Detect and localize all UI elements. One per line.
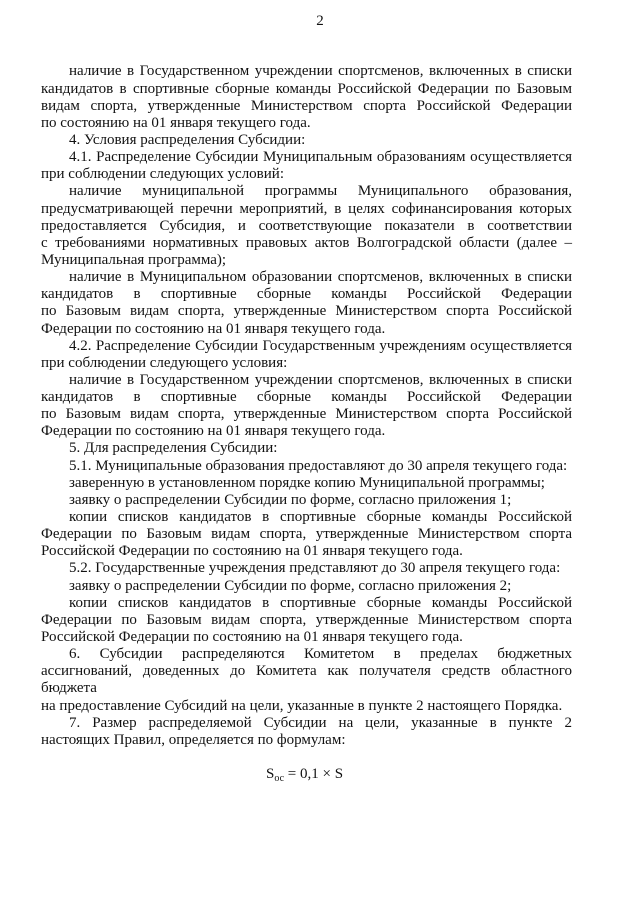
formula-lhs-subscript: ос xyxy=(274,773,285,784)
formula-rhs: = 0,1 × S xyxy=(287,766,344,782)
text-line: 7. Размер распределяемой Субсидии на цели, указанные в пункте 2 xyxy=(69,714,572,731)
text-line: заявку о распределении Субсидии по форме, согласно приложения 2; xyxy=(69,577,512,594)
text-line: Федерации по Базовым видам спорта, утвержденные Министерством спорта xyxy=(41,611,572,628)
text-line: кандидатов в спортивные сборные команды Российской Федерации xyxy=(41,389,572,406)
page-number: 2 xyxy=(316,13,324,29)
text-line: наличие в Государственном учреждении спортсменов, включенных в списки xyxy=(69,371,572,388)
text-line: 4.2. Распределение Субсидии Государственным учреждениям осуществляется xyxy=(69,337,572,354)
paragraph xyxy=(41,475,572,492)
paragraph xyxy=(41,372,572,441)
paragraph xyxy=(41,63,572,132)
text-line: на предоставление Субсидий на цели, указанные в пункте 2 настоящего Порядка. xyxy=(41,697,563,714)
document-body xyxy=(41,63,572,749)
text-line: ассигнований, доведенных до Комитета как получателя средств областного xyxy=(41,663,572,680)
text-line: по Базовым видам спорта, утвержденные Министерством спорта Российской xyxy=(41,406,572,423)
text-line: по состоянию на 01 января текущего года. xyxy=(41,114,311,131)
text-line: Федерации по состоянию на 01 января текущего года. xyxy=(41,320,386,337)
text-line: кандидатов в спортивные сборные команды Российской Федерации по Базовым xyxy=(41,80,572,97)
text-line: при соблюдении следующего условия: xyxy=(41,354,288,371)
text-line: 5. Для распределения Субсидии: xyxy=(69,440,278,457)
formula-lhs: S xyxy=(266,766,275,782)
formula xyxy=(266,766,343,787)
paragraph xyxy=(41,560,572,577)
paragraph xyxy=(41,698,572,715)
text-line: Российской Федерации по состоянию на 01 января текущего года. xyxy=(41,629,463,646)
text-line: при соблюдении следующих условий: xyxy=(41,166,284,183)
paragraph xyxy=(41,149,572,183)
text-line: 4.1. Распределение Субсидии Муниципальным образованиям осуществляется xyxy=(69,149,572,166)
text-line: Муниципальная программа); xyxy=(41,251,227,268)
paragraph xyxy=(41,715,572,749)
text-line: наличие муниципальной программы Муниципального образования, xyxy=(69,183,572,200)
paragraph xyxy=(41,578,572,595)
text-line: наличие в Государственном учреждении спортсменов, включенных в списки xyxy=(69,63,572,80)
text-line: наличие в Муниципальном образовании спортсменов, включенных в списки xyxy=(69,269,572,286)
text-line: 4. Условия распределения Субсидии: xyxy=(69,131,306,148)
text-line: копии списков кандидатов в спортивные сборные команды Российской xyxy=(69,509,572,526)
text-line: видам спорта, утвержденные Министерством спорта Российской Федерации xyxy=(41,97,572,114)
text-line: бюджета xyxy=(41,680,97,697)
paragraph xyxy=(41,458,572,475)
text-line: 5.1. Муниципальные образования предоставляют до 30 апреля текущего года: xyxy=(69,457,568,474)
text-line: Федерации по состоянию на 01 января текущего года. xyxy=(41,423,386,440)
section-heading xyxy=(41,440,572,457)
section-heading xyxy=(41,132,572,149)
paragraph xyxy=(41,492,572,509)
paragraph xyxy=(41,646,572,697)
text-line: заверенную в установленном порядке копию Муниципальной программы; xyxy=(69,474,545,491)
paragraph xyxy=(41,269,572,338)
text-line: кандидатов в спортивные сборные команды Российской Федерации xyxy=(41,286,572,303)
text-line: копии списков кандидатов в спортивные сборные команды Российской xyxy=(69,594,572,611)
text-line: предусматривающей перечни мероприятий, в целях софинансирования которых xyxy=(41,200,572,217)
text-line: с требованиями нормативных правовых актов Волгоградской области (далее – xyxy=(41,234,572,251)
text-line: Российской Федерации по состоянию на 01 января текущего года. xyxy=(41,543,463,560)
paragraph xyxy=(41,509,572,560)
text-line: заявку о распределении Субсидии по форме, согласно приложения 1; xyxy=(69,491,512,508)
paragraph xyxy=(41,183,572,269)
text-line: предоставляется Субсидия, и соответствующие показатели в соответствии xyxy=(41,217,572,234)
text-line: по Базовым видам спорта, утвержденные Министерством спорта Российской xyxy=(41,303,572,320)
text-line: 6. Субсидии распределяются Комитетом в пределах бюджетных xyxy=(69,646,572,663)
paragraph xyxy=(41,595,572,646)
text-line: 5.2. Государственные учреждения представляют до 30 апреля текущего года: xyxy=(69,560,561,577)
text-line: настоящих Правил, определяется по формулам: xyxy=(41,731,346,748)
text-line: Федерации по Базовым видам спорта, утвержденные Министерством спорта xyxy=(41,526,572,543)
paragraph xyxy=(41,338,572,372)
